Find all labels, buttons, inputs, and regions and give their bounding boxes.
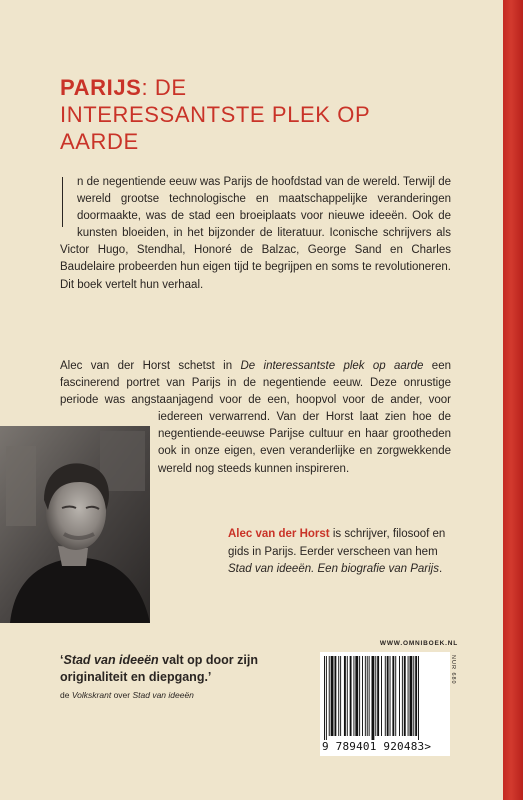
- quote-text: valt op door zijn originaliteit en diepgang.’: [60, 653, 258, 684]
- press-quote: [60, 652, 320, 686]
- isbn-arrow: >: [424, 740, 432, 753]
- summary-book-title: De interessantste plek op aarde: [240, 360, 424, 372]
- barcode-bar: [338, 656, 339, 736]
- barcode-bar: [375, 656, 376, 736]
- quote-book-title: Stad van ideeën: [63, 653, 159, 667]
- barcode-bar: [353, 656, 354, 736]
- quote-source: [60, 690, 320, 700]
- source-prefix: de: [60, 690, 72, 700]
- barcode-bar: [350, 656, 352, 736]
- barcode-bar: [367, 656, 368, 736]
- quote-open-mark: ‘: [60, 653, 64, 667]
- nur-code: NUR 680: [450, 655, 456, 685]
- author-photo: [0, 426, 150, 623]
- author-bio-text: is schrijver, filosoof en gids in Parijs. Eerder verscheen van hem: [228, 528, 446, 558]
- barcode-bar: [362, 656, 363, 736]
- author-bio: [228, 526, 460, 579]
- barcode-bar: [387, 656, 389, 736]
- barcode-bar: [369, 656, 370, 736]
- barcode-bar: [324, 656, 325, 740]
- author-name: Alec van der Horst: [228, 528, 330, 540]
- barcode-bar: [418, 656, 419, 740]
- cover-title: [60, 74, 390, 155]
- barcode-bar: [334, 656, 336, 736]
- barcode-bar: [392, 656, 394, 736]
- barcode-bar: [329, 656, 330, 736]
- barcode-bar: [331, 656, 334, 736]
- barcode-bar: [377, 656, 379, 736]
- isbn-digits: 9 789401 920483: [322, 740, 425, 753]
- initial-letter: [62, 177, 73, 227]
- summary-text-before-photo: een fascinerend portret van Parijs in de negentiende eeuw. Deze onrustige periode was angstaanjagend voor de een, hoopvol voor de ander, voor iedereen: [60, 360, 451, 424]
- barcode-bar: [344, 656, 346, 736]
- barcode-bar: [340, 656, 341, 736]
- barcode-bar: [381, 656, 382, 736]
- barcode-bar: [355, 656, 358, 736]
- summary-paragraph: [60, 358, 451, 627]
- barcode-bar: [359, 656, 360, 736]
- summary-lead: Alec van der Horst schetst in: [60, 360, 241, 372]
- barcode-bar: [415, 656, 417, 736]
- barcode-bar: [413, 656, 414, 736]
- barcode-bar: [402, 656, 403, 736]
- barcode-bar: [365, 656, 366, 736]
- author-portrait-image: [0, 426, 150, 623]
- title-subtitle: : DE INTERESSANTSTE PLEK OP AARDE: [60, 75, 370, 154]
- barcode-bar: [390, 656, 391, 736]
- barcode-bar: [326, 656, 327, 740]
- author-bio-end: .: [438, 563, 443, 575]
- barcode-bar: [410, 656, 413, 736]
- intro-paragraph: [60, 174, 451, 294]
- barcode-bar: [408, 656, 409, 736]
- isbn-number: [322, 740, 454, 753]
- barcode-bar: [347, 656, 348, 736]
- source-paper: Volkskrant: [71, 690, 112, 700]
- source-middle: over: [111, 690, 133, 700]
- publisher-url: WWW.OMNIBOEK.NL: [379, 640, 458, 647]
- intro-text: n de negentiende eeuw was Parijs de hoofdstad van de wereld. Terwijl de wereld grootse technologische en maatschappelijke veranderingen doormaakte, was de stad een broeiplaats voor nieuwe ideeën. Ook de kunsten bloeiden, in het bijzonder de literatuur. Iconische schrijvers als Victor Hugo, Stendhal, Honoré de Balzac, George Sand en Charles Baudelaire probeerden hun eigen tijd te begrijpen en soms te revolutioneren. Dit boek vertelt hun verhaal.: [60, 176, 451, 291]
- title-city: PARIJS: [60, 75, 142, 100]
- summary-text-after-photo: verwarrend. Van der Horst laat zien hoe de negentiende-eeuwse Parijse cultuur en haar grootheden ook in onze eigen, even veranderlijke en zorgwekkende wereld nog steeds kunnen inspireren.: [158, 411, 451, 475]
- barcode-bar: [385, 656, 386, 736]
- barcode-bar: [372, 656, 375, 740]
- barcode-bar: [395, 656, 396, 736]
- barcode-bar: [399, 656, 400, 736]
- author-previous-book: Stad van ideeën. Een biografie van Parijs: [228, 563, 439, 575]
- barcode-bar: [404, 656, 406, 736]
- source-book: Stad van ideeën: [132, 690, 194, 700]
- red-spine-strip: [503, 0, 523, 800]
